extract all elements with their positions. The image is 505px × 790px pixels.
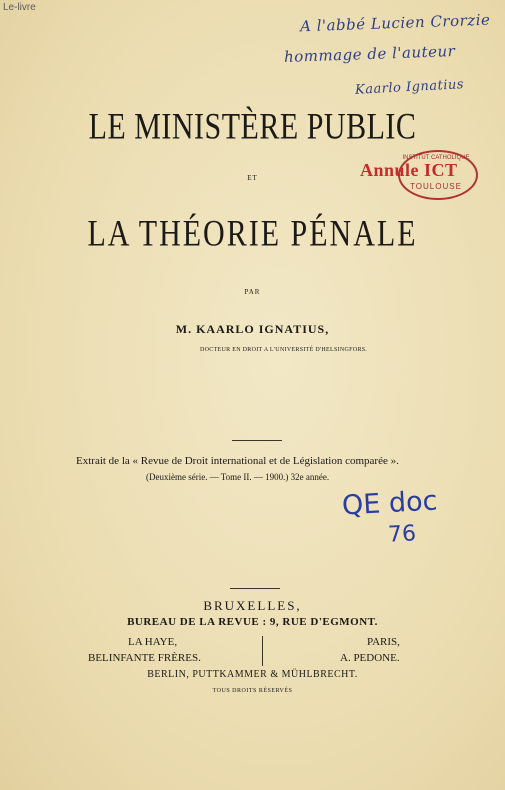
imprint-right-city: PARIS,: [367, 636, 400, 648]
rights-notice: TOUS DROITS RÉSERVÉS: [212, 688, 293, 694]
title-conjunction: ET: [247, 174, 258, 182]
dedication-line-2: hommage de l'auteur: [283, 42, 456, 66]
imprint-left-city: LA HAYE,: [128, 636, 178, 648]
dedication-line-1: A l'abbé Lucien Crorzie: [299, 10, 491, 36]
watermark: Le-livre: [3, 2, 36, 13]
title-line-1: LE MINISTÈRE PUBLIC: [88, 106, 417, 148]
author-credential: DOCTEUR EN DROIT A L'UNIVERSITÉ D'HELSINGFORS.: [200, 347, 368, 353]
dedication-signature: Kaarlo Ignatius: [354, 77, 465, 98]
cancellation-stamp: Annule ICT: [360, 160, 458, 180]
imprint-right-publisher: A. PEDONE.: [340, 652, 400, 664]
shelf-mark-handwritten: QE doc: [341, 485, 439, 522]
extract-source: Extrait de la « Revue de Droit international et de Législation comparée ».: [76, 455, 399, 467]
seal-bottom-text: TOULOUSE: [410, 182, 462, 191]
title-line-2: LA THÉORIE PÉNALE: [87, 213, 418, 255]
seal-top-text: INSTITUT CATHOLIQUE: [402, 155, 470, 161]
shelf-mark-number: 76: [387, 521, 417, 548]
imprint-left-publisher: BELINFANTE FRÈRES.: [88, 652, 201, 664]
extract-series: (Deuxième série. — Tome II. — 1900.) 32e année.: [146, 472, 330, 482]
imprint-city: BRUXELLES,: [203, 598, 302, 613]
divider-rule-bottom: [230, 588, 280, 589]
imprint-bureau: BUREAU DE LA REVUE : 9, RUE D'EGMONT.: [127, 616, 378, 628]
author-name: M. KAARLO IGNATIUS,: [175, 322, 330, 336]
imprint-berlin: BERLIN, PUTTKAMMER & MÜHLBRECHT.: [147, 669, 358, 680]
imprint-separator: [262, 636, 263, 666]
by-label: PAR: [244, 288, 261, 296]
divider-rule: [232, 440, 282, 441]
